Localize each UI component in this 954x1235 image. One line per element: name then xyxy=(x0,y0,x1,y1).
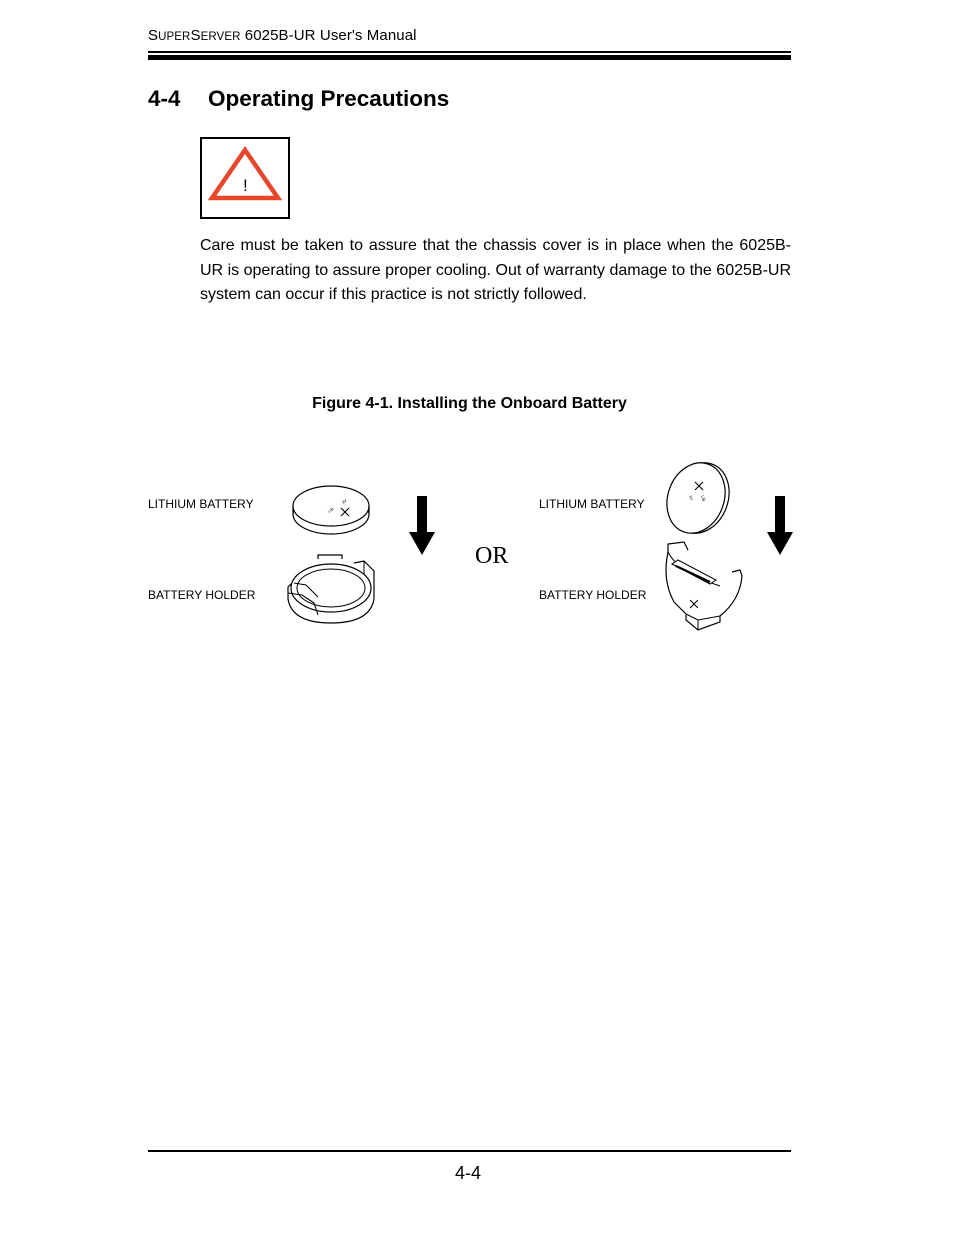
svg-text:3V: 3V xyxy=(340,497,348,505)
left-battery-holder-label: BATTERY HOLDER xyxy=(148,588,256,602)
right-battery-holder-label: BATTERY HOLDER xyxy=(539,588,647,602)
left-lithium-battery-label: LITHIUM BATTERY xyxy=(148,497,254,511)
manual-title: 6025B-UR User's Manual xyxy=(244,27,417,44)
left-down-arrow-icon xyxy=(409,496,435,556)
left-battery-holder-icon xyxy=(284,553,379,627)
or-separator: OR xyxy=(475,543,509,569)
right-lithium-battery-label: LITHIUM BATTERY xyxy=(539,497,645,511)
warning-triangle-icon xyxy=(202,139,288,217)
section-heading: Operating Precautions xyxy=(208,86,450,111)
warning-box xyxy=(200,137,290,219)
right-battery-holder-icon xyxy=(660,540,746,634)
left-coin-battery-icon xyxy=(285,478,380,542)
brand-name: SUPERSERVER xyxy=(148,27,241,44)
svg-text:3V: 3V xyxy=(688,494,695,501)
running-header xyxy=(148,27,417,44)
svg-text:LIB: LIB xyxy=(326,506,335,514)
header-rule-thick xyxy=(148,55,791,60)
page-number: 4-4 xyxy=(455,1163,482,1183)
header-rule-thin xyxy=(148,51,791,53)
precaution-paragraph: Care must be taken to assure that the chassis cover is in place when the 6025B-UR is operating to assure proper cooling. Out of warranty damage to the 6025B-UR system can occur if this practice is not strictly followed. xyxy=(200,237,791,303)
svg-text:LIB: LIB xyxy=(700,494,707,502)
figure-caption: Figure 4-1. Installing the Onboard Battery xyxy=(312,395,627,412)
section-title xyxy=(148,86,449,112)
right-down-arrow-icon xyxy=(767,496,793,556)
right-coin-battery-icon xyxy=(665,460,737,540)
warning-exclamation: ! xyxy=(243,176,248,195)
section-number: 4-4 xyxy=(148,86,181,111)
footer-rule xyxy=(148,1150,791,1152)
